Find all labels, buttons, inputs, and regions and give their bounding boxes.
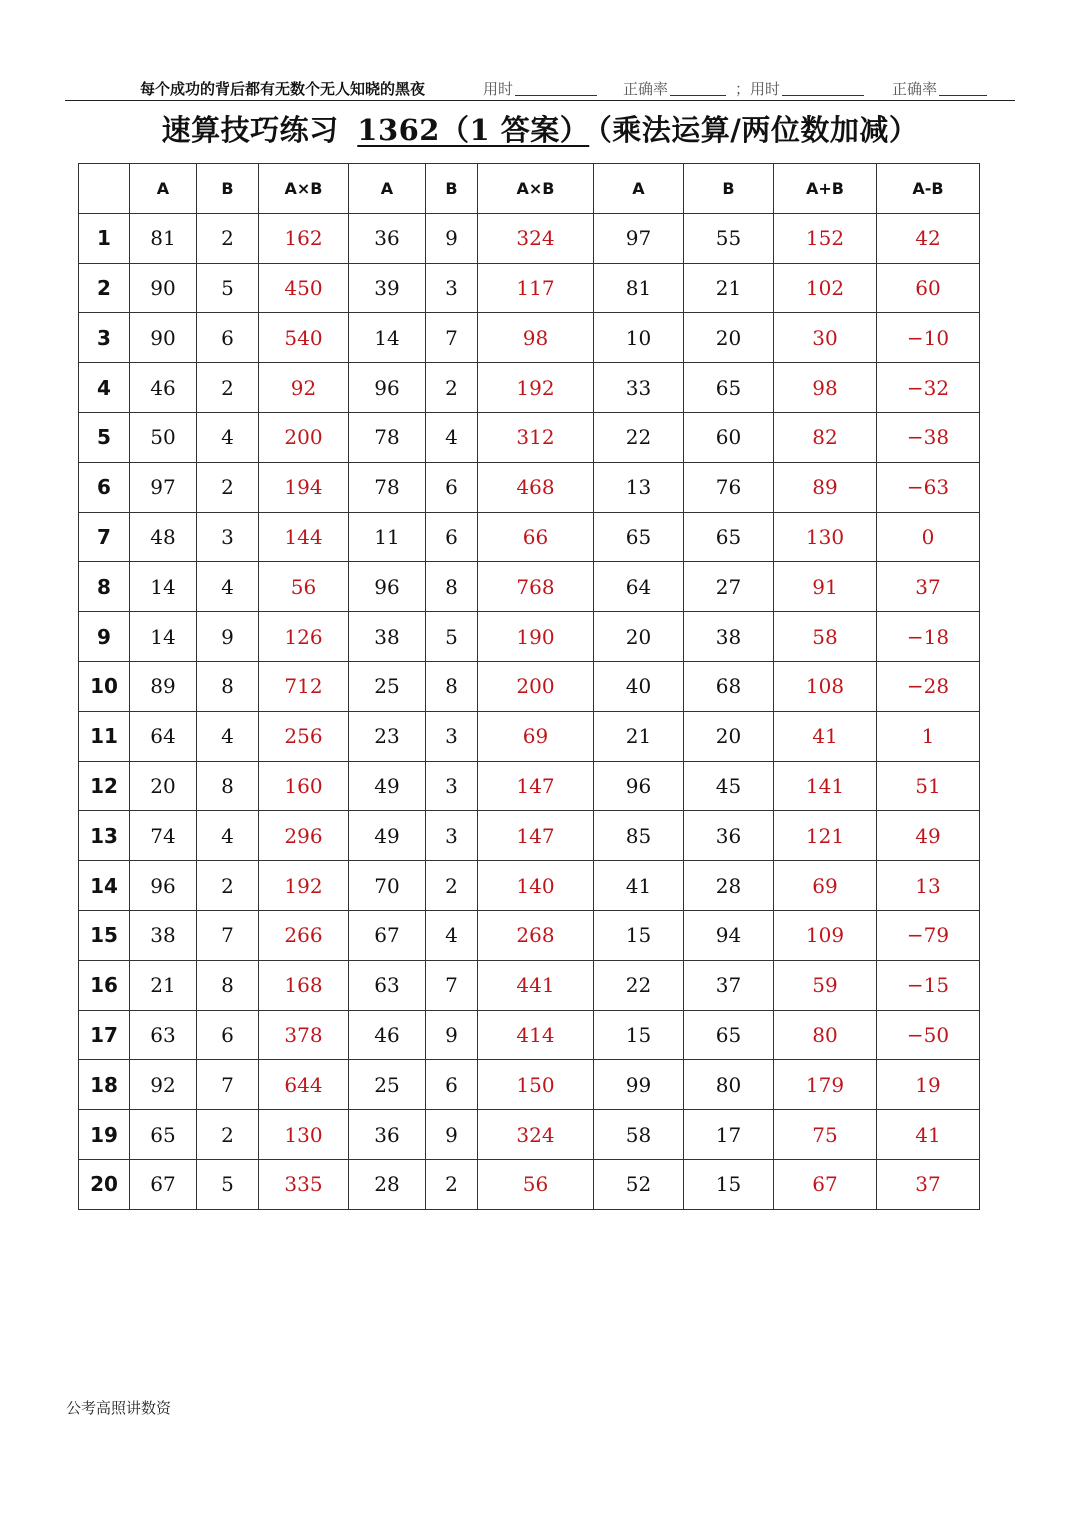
answer-cell: −79 [877,910,980,960]
operand-cell: 78 [349,412,426,462]
operand-cell: 39 [349,263,426,313]
operand-cell: 2 [426,861,478,911]
answer-cell: 49 [877,811,980,861]
row-number: 7 [79,512,130,562]
operand-cell: 2 [197,462,259,512]
answer-cell: 147 [478,811,594,861]
table-row [79,711,980,761]
answer-cell: 130 [774,512,877,562]
operand-cell: 22 [594,412,684,462]
table-row [79,363,980,413]
answer-cell: 98 [478,313,594,363]
answer-cell: 13 [877,861,980,911]
answer-cell: 92 [259,363,349,413]
operand-cell: 2 [426,363,478,413]
column-header: A×B [478,164,594,214]
operand-cell: 6 [426,512,478,562]
answer-cell: 160 [259,761,349,811]
page-title [0,108,1080,149]
operand-cell: 7 [426,313,478,363]
operand-cell: 40 [594,661,684,711]
row-number: 6 [79,462,130,512]
table-row [79,1110,980,1160]
answer-cell: 126 [259,612,349,662]
header-line [65,72,1015,101]
row-number: 8 [79,562,130,612]
answer-cell: −38 [877,412,980,462]
operand-cell: 48 [130,512,197,562]
answer-cell: 450 [259,263,349,313]
answer-cell: 75 [774,1110,877,1160]
operand-cell: 52 [594,1159,684,1209]
answer-cell: 712 [259,661,349,711]
operand-cell: 96 [130,861,197,911]
table-row [79,213,980,263]
operand-cell: 21 [684,263,774,313]
operand-cell: 97 [130,462,197,512]
table-row [79,811,980,861]
operand-cell: 5 [426,612,478,662]
answer-cell: 194 [259,462,349,512]
row-number: 20 [79,1159,130,1209]
answer-cell: 58 [774,612,877,662]
operand-cell: 96 [349,363,426,413]
row-number: 19 [79,1110,130,1160]
operand-cell: 9 [197,612,259,662]
answer-cell: 80 [774,1010,877,1060]
operand-cell: 9 [426,1110,478,1160]
operand-cell: 20 [684,313,774,363]
accuracy-field-2 [892,78,987,99]
operand-cell: 4 [197,562,259,612]
column-header: B [684,164,774,214]
operand-cell: 46 [349,1010,426,1060]
answer-cell: −63 [877,462,980,512]
operand-cell: 5 [197,263,259,313]
answer-cell: 768 [478,562,594,612]
answer-cell: 192 [478,363,594,413]
answer-cell: 150 [478,1060,594,1110]
table-header-row [79,164,980,214]
title-prefix: 速算技巧练习 [161,113,339,147]
operand-cell: 94 [684,910,774,960]
accuracy-blank[interactable] [670,81,726,96]
operand-cell: 3 [426,811,478,861]
answer-cell: 1 [877,711,980,761]
table-row [79,462,980,512]
operand-cell: 6 [197,313,259,363]
answer-cell: 378 [259,1010,349,1060]
operand-cell: 2 [197,861,259,911]
time-label: 用时 [483,80,514,98]
operand-cell: 65 [684,512,774,562]
operand-cell: 23 [349,711,426,761]
column-header: A×B [259,164,349,214]
operand-cell: 8 [197,761,259,811]
answer-cell: −18 [877,612,980,662]
table-row [79,960,980,1010]
operand-cell: 58 [594,1110,684,1160]
answer-cell: 144 [259,512,349,562]
row-number: 11 [79,711,130,761]
operand-cell: 3 [426,761,478,811]
operand-cell: 11 [349,512,426,562]
answer-cell: 168 [259,960,349,1010]
table-row [79,612,980,662]
operand-cell: 2 [426,1159,478,1209]
row-number: 2 [79,263,130,313]
motto: 每个成功的背后都有无数个无人知晓的黑夜 [140,80,426,98]
answer-cell: 67 [774,1159,877,1209]
operand-cell: 49 [349,811,426,861]
answer-cell: 41 [877,1110,980,1160]
table-row [79,661,980,711]
answer-cell: 152 [774,213,877,263]
answer-cell: 121 [774,811,877,861]
operand-cell: 8 [197,960,259,1010]
row-number: 3 [79,313,130,363]
accuracy-field-1 [623,78,726,99]
operand-cell: 67 [349,910,426,960]
operand-cell: 78 [349,462,426,512]
operand-cell: 20 [130,761,197,811]
table-row [79,313,980,363]
operand-cell: 14 [349,313,426,363]
answer-cell: 296 [259,811,349,861]
operand-cell: 46 [130,363,197,413]
row-number: 9 [79,612,130,662]
operand-cell: 90 [130,263,197,313]
answer-cell: 414 [478,1010,594,1060]
operand-cell: 8 [426,661,478,711]
time-blank[interactable] [782,81,864,96]
answer-cell: 268 [478,910,594,960]
operand-cell: 67 [130,1159,197,1209]
answer-cell: 540 [259,313,349,363]
row-number: 17 [79,1010,130,1060]
operand-cell: 49 [349,761,426,811]
answer-cell: −28 [877,661,980,711]
time-label: ；用时 [735,80,781,98]
operand-cell: 64 [130,711,197,761]
operand-cell: 38 [684,612,774,662]
operand-cell: 15 [684,1159,774,1209]
operand-cell: 41 [594,861,684,911]
operand-cell: 4 [197,412,259,462]
answer-cell: 51 [877,761,980,811]
operand-cell: 4 [197,711,259,761]
table-row [79,1159,980,1209]
answer-cell: 69 [774,861,877,911]
operand-cell: 99 [594,1060,684,1110]
operand-cell: 3 [426,263,478,313]
operand-cell: 20 [594,612,684,662]
operand-cell: 9 [426,1010,478,1060]
column-header: A [349,164,426,214]
answer-cell: 109 [774,910,877,960]
table-row [79,861,980,911]
operand-cell: 65 [684,363,774,413]
operand-cell: 74 [130,811,197,861]
answer-cell: −15 [877,960,980,1010]
accuracy-label: 正确率 [892,80,938,98]
answer-cell: 19 [877,1060,980,1110]
operand-cell: 64 [594,562,684,612]
title-number: 1362（1 答案） [357,113,590,147]
operand-cell: 92 [130,1060,197,1110]
operand-cell: 25 [349,1060,426,1110]
answer-cell: 56 [259,562,349,612]
operand-cell: 28 [684,861,774,911]
row-number: 1 [79,213,130,263]
table-row [79,1010,980,1060]
answer-cell: 190 [478,612,594,662]
operand-cell: 8 [197,661,259,711]
operand-cell: 96 [349,562,426,612]
column-header: A [594,164,684,214]
answer-cell: 0 [877,512,980,562]
row-number: 14 [79,861,130,911]
row-number: 18 [79,1060,130,1110]
operand-cell: 4 [426,412,478,462]
answer-cell: 108 [774,661,877,711]
answer-cell: 335 [259,1159,349,1209]
operand-cell: 8 [426,562,478,612]
table-row [79,761,980,811]
operand-cell: 65 [130,1110,197,1160]
answer-cell: 98 [774,363,877,413]
answer-cell: 37 [877,562,980,612]
operand-cell: 7 [197,1060,259,1110]
table-row [79,910,980,960]
operand-cell: 2 [197,213,259,263]
operand-cell: 6 [197,1010,259,1060]
row-number: 4 [79,363,130,413]
answer-cell: 41 [774,711,877,761]
answer-cell: 324 [478,1110,594,1160]
time-blank[interactable] [515,81,597,96]
answer-cell: 56 [478,1159,594,1209]
operand-cell: 85 [594,811,684,861]
operand-cell: 76 [684,462,774,512]
answer-cell: 644 [259,1060,349,1110]
operand-cell: 22 [594,960,684,1010]
operand-cell: 17 [684,1110,774,1160]
row-number: 15 [79,910,130,960]
operand-cell: 4 [426,910,478,960]
operand-cell: 7 [197,910,259,960]
answer-cell: 69 [478,711,594,761]
operand-cell: 7 [426,960,478,1010]
operand-cell: 38 [349,612,426,662]
answer-cell: 312 [478,412,594,462]
operand-cell: 81 [594,263,684,313]
table-row [79,1060,980,1110]
answer-cell: 130 [259,1110,349,1160]
answer-cell: 147 [478,761,594,811]
operand-cell: 50 [130,412,197,462]
operand-cell: 33 [594,363,684,413]
answer-cell: 102 [774,263,877,313]
operand-cell: 81 [130,213,197,263]
answer-table [78,163,980,1210]
answer-cell: 37 [877,1159,980,1209]
answer-cell: 89 [774,462,877,512]
operand-cell: 38 [130,910,197,960]
operand-cell: 4 [197,811,259,861]
operand-cell: 68 [684,661,774,711]
operand-cell: 36 [349,1110,426,1160]
answer-cell: −32 [877,363,980,413]
operand-cell: 2 [197,1110,259,1160]
time-field-2 [735,78,864,99]
answer-cell: 266 [259,910,349,960]
answer-cell: 324 [478,213,594,263]
row-number: 10 [79,661,130,711]
operand-cell: 6 [426,1060,478,1110]
operand-cell: 21 [130,960,197,1010]
operand-cell: 80 [684,1060,774,1110]
operand-cell: 97 [594,213,684,263]
answer-cell: 91 [774,562,877,612]
answer-cell: 192 [259,861,349,911]
answer-cell: 66 [478,512,594,562]
column-header: B [197,164,259,214]
operand-cell: 65 [684,1010,774,1060]
row-number: 16 [79,960,130,1010]
operand-cell: 21 [594,711,684,761]
operand-cell: 96 [594,761,684,811]
answer-cell: 200 [259,412,349,462]
operand-cell: 14 [130,562,197,612]
operand-cell: 25 [349,661,426,711]
operand-cell: 89 [130,661,197,711]
column-header: A+B [774,164,877,214]
answer-cell: 179 [774,1060,877,1110]
table-row [79,562,980,612]
operand-cell: 15 [594,1010,684,1060]
table-row [79,263,980,313]
operand-cell: 28 [349,1159,426,1209]
header-corner-cell [79,164,130,214]
operand-cell: 20 [684,711,774,761]
answer-cell: 60 [877,263,980,313]
operand-cell: 13 [594,462,684,512]
row-number: 5 [79,412,130,462]
footer-text: 公考高照讲数资 [66,1399,172,1417]
operand-cell: 10 [594,313,684,363]
answer-cell: 140 [478,861,594,911]
operand-cell: 5 [197,1159,259,1209]
table-row [79,412,980,462]
time-field-1 [483,78,597,99]
answer-cell: 82 [774,412,877,462]
operand-cell: 70 [349,861,426,911]
operand-cell: 3 [197,512,259,562]
operand-cell: 9 [426,213,478,263]
answer-cell: 162 [259,213,349,263]
answer-cell: 117 [478,263,594,313]
column-header: A [130,164,197,214]
column-header: A-B [877,164,980,214]
operand-cell: 63 [130,1010,197,1060]
operand-cell: 2 [197,363,259,413]
operand-cell: 27 [684,562,774,612]
title-suffix: （乘法运算/两位数加减） [597,113,919,147]
answer-cell: 59 [774,960,877,1010]
operand-cell: 14 [130,612,197,662]
operand-cell: 36 [349,213,426,263]
answer-cell: 42 [877,213,980,263]
column-header: B [426,164,478,214]
operand-cell: 36 [684,811,774,861]
answer-cell: −50 [877,1010,980,1060]
accuracy-blank[interactable] [939,81,987,96]
operand-cell: 37 [684,960,774,1010]
answer-cell: 468 [478,462,594,512]
operand-cell: 3 [426,711,478,761]
operand-cell: 60 [684,412,774,462]
row-number: 12 [79,761,130,811]
answer-cell: 141 [774,761,877,811]
operand-cell: 15 [594,910,684,960]
row-number: 13 [79,811,130,861]
operand-cell: 45 [684,761,774,811]
table-row [79,512,980,562]
operand-cell: 90 [130,313,197,363]
answer-cell: 256 [259,711,349,761]
accuracy-label: 正确率 [623,80,669,98]
operand-cell: 55 [684,213,774,263]
table-body [79,213,980,1209]
answer-cell: −10 [877,313,980,363]
operand-cell: 65 [594,512,684,562]
operand-cell: 6 [426,462,478,512]
operand-cell: 63 [349,960,426,1010]
answer-cell: 441 [478,960,594,1010]
answer-cell: 30 [774,313,877,363]
answer-cell: 200 [478,661,594,711]
